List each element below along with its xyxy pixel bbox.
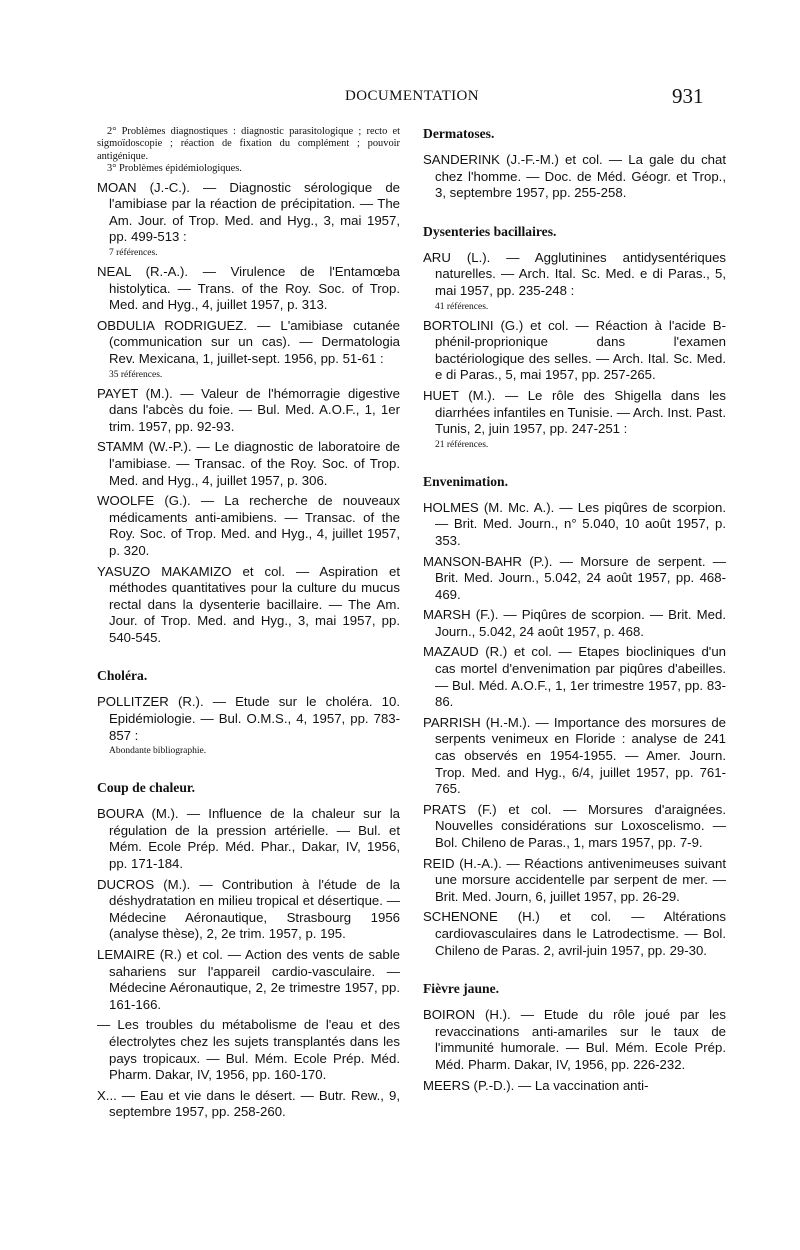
entry-text: WOOLFE (G.). — La recherche de nouveaux médicaments anti-amibiens. — Transac. of the Roy. Soc. of Trop. Med. and Hyg., 4, juillet 1957, p. 320. (97, 493, 400, 558)
entry-text: ARU (L.). — Agglutinines antidysentériques naturelles. — Arch. Ital. Sc. Med. e di Paras., 5, mai 1957, pp. 235-248 : (423, 249, 726, 298)
section-heading-cholera: Choléra. (97, 668, 148, 684)
section-heading-dermatoses: Dermatoses. (423, 126, 495, 141)
amibiase-list (97, 180, 400, 647)
entry-text: MAZAUD (R.) et col. — Etapes biocliniques d'un cas mortel d'envenimation par piqûres d'abeilles. — Bul. Méd. A.O.F., 1, 1er trimestre 1957, pp. 83-86. (423, 644, 726, 710)
bib-entry (97, 493, 400, 559)
bib-entry (423, 856, 726, 906)
left-column (97, 126, 400, 1125)
bib-entry (97, 439, 400, 489)
bib-entry (423, 715, 726, 798)
bib-entry (423, 500, 726, 550)
entry-text: BOURA (M.). — Influence de la chaleur sur la régulation de la pression artérielle. — Bul. et Mém. Ecole Prép. Méd. Phar., Dakar, IV, 1956, pp. 171-184. (97, 806, 400, 872)
entry-text: PRATS (F.) et col. — Morsures d'araignées. Nouvelles considérations sur Loxoscelismo. — Bol. Chileno de Paras., 1, mars 1957, pp. 7-9. (423, 801, 726, 850)
bib-entry (97, 180, 400, 260)
bib-entry (97, 1088, 400, 1121)
bib-entry (97, 564, 400, 647)
bib-entry (423, 554, 726, 604)
bib-entry (97, 806, 400, 872)
entry-text: STAMM (W.-P.). — Le diagnostic de laboratoire de l'amibiase. — Transac. of the Roy. Soc. of Trop. Med. and Hyg., 4, juillet 1957, p. 306. (97, 439, 400, 488)
page-number: 931 (672, 84, 704, 108)
bib-entry (97, 1017, 400, 1083)
bib-entry (97, 386, 400, 436)
bib-entry (423, 1078, 726, 1095)
entry-text: X... — Eau et vie dans le désert. — Butr. Rew., 9, septembre 1957, pp. 258-260. (97, 1087, 400, 1120)
entry-refs: 21 références. (435, 439, 489, 450)
entry-text: NEAL (R.-A.). — Virulence de l'Entamœba histolytica. — Trans. of the Roy. Soc. of Trop. Med. and Hyg., 4, juillet 1957, p. 313. (97, 264, 400, 313)
intro-note (97, 126, 400, 176)
entry-text: PARRISH (H.-M.). — Importance des morsures de serpents venimeux en Floride : analyse de 241 cas observés en 1954-1955. — Amer. Journ. Trop. Med. and Hyg., 6/4, juillet 1957, pp. 761-765. (423, 714, 726, 797)
intro-item-2: 2° Problèmes diagnostiques : diagnostic parasitologique ; recto et sigmoïdoscopie ; réaction de fixation du complément ; pouvoir antigénique. (97, 126, 400, 162)
section-heading-dysenteries: Dysenteries bacillaires. (423, 223, 557, 239)
bib-entry (97, 947, 400, 1013)
right-column (423, 126, 726, 1098)
section-heading-coup-de-chaleur: Coup de chaleur. (97, 780, 196, 796)
section-heading-fievre-jaune: Fièvre jaune. (423, 981, 500, 997)
bib-entry (423, 152, 726, 202)
entry-text: MANSON-BAHR (P.). — Morsure de serpent. — Brit. Med. Journ., 5.042, 24 août 1957, pp. 468-469. (423, 553, 726, 602)
entry-refs: 7 références. (109, 248, 158, 258)
bib-entry (423, 644, 726, 710)
entry-text: MEERS (P.-D.). — La vaccination anti- (423, 1077, 649, 1093)
entry-text: SANDERINK (J.-F.-M.) et col. — La gale du chat chez l'homme. — Doc. de Méd. Géogr. et Trop., 3, septembre 1957, pp. 255-258. (423, 152, 726, 201)
entry-text: BORTOLINI (G.) et col. — Réaction à l'acide B-phénil-proprionique dans l'examen bactériologique des selles. — Arch. Ital. Sc. Med. e di Paras., 5, mai 1957, pp. 257-265. (423, 317, 726, 383)
bib-entry (97, 694, 400, 758)
running-head: DOCUMENTATION (345, 88, 479, 104)
entry-text: PAYET (M.). — Valeur de l'hémorragie digestive dans l'abcès du foie. — Bul. Med. A.O.F., 1, 1er trim. 1957, pp. 92-93. (97, 385, 400, 434)
bib-entry (423, 607, 726, 640)
entry-refs: 41 références. (435, 301, 489, 312)
entry-refs: Abondante bibliographie. (109, 746, 207, 757)
bib-entry (423, 250, 726, 314)
entry-text: — Les troubles du métabolisme de l'eau et des électrolytes chez les sujets transplantés dans les pays tropicaux. — Bul. Mém. Ecole Prép. Méd. Pharm. Dakar, IV, 1956, pp. 160-170. (97, 1017, 400, 1083)
bib-entry (423, 1007, 726, 1073)
entry-text: HOLMES (M. Mc. A.). — Les piqûres de scorpion. — Brit. Med. Journ., n° 5.040, 10 août 1957, p. 353. (423, 499, 726, 548)
page-header (0, 84, 800, 110)
entry-text: YASUZO MAKAMIZO et col. — Aspiration et méthodes quantitatives pour la culture du mucus rectal dans la dysenterie bacillaire. — The Am. Jour. of Trop. Med. and Hyg., 3, mai 1957, pp. 540-545. (97, 563, 400, 645)
entry-text: DUCROS (M.). — Contribution à l'étude de la déshydratation en milieu tropical et désertique. — Médecine Aéronautique, Strasbourg 1956 (analyse thèse), 2, 2e trim. 1957, p. 195. (97, 876, 400, 942)
bib-entry (97, 318, 400, 382)
entry-text: REID (H.-A.). — Réactions antivenimeuses suivant une morsure accidentelle par serpent de mer. — Brit. Med. Journ, 6, juillet 1957, pp. 26-29. (423, 855, 726, 904)
bib-entry (423, 909, 726, 959)
bib-entry (97, 877, 400, 943)
entry-text: OBDULIA RODRIGUEZ. — L'amibiase cutanée (communication sur un cas). — Dermatologia Rev. Mexicana, 1, juillet-sept. 1956, pp. 51-61 : (97, 317, 400, 366)
entry-text: LEMAIRE (R.) et col. — Action des vents de sable sahariens sur l'appareil cardio-vasculaire. — Médecine Aéronautique, 2, 2e trimestre 1957, pp. 161-166. (97, 947, 400, 1012)
entry-text: SCHENONE (H.) et col. — Altérations cardiovasculaires dans le Latrodectisme. — Bol. Chileno de Paras. 2, avril-juin 1957, pp. 29-30. (423, 909, 726, 958)
intro-item-3: 3° Problèmes épidémiologiques. (107, 163, 242, 175)
section-heading-envenimation: Envenimation. (423, 473, 508, 489)
entry-text: HUET (M.). — Le rôle des Shigella dans les diarrhées infantiles en Tunisie. — Arch. Inst. Past. Tunis, 2, juin 1957, pp. 247-251 : (423, 387, 726, 437)
bib-entry (97, 264, 400, 314)
entry-text: MOAN (J.-C.). — Diagnostic sérologique de l'amibiase par la réaction de précipitation. — The Am. Jour. of Trop. Med. and Hyg., 3, mai 1957, pp. 499-513 : (97, 179, 400, 245)
bib-entry (423, 802, 726, 852)
entry-text: BOIRON (H.). — Etude du rôle joué par les revaccinations anti-amariles sur le taux de l'immunité humorale. — Bul. Mém. Ecole Prép. Méd. Pharm. Dakar, IV, 1956, pp. 226-232. (423, 1007, 726, 1072)
entry-text: MARSH (F.). — Piqûres de scorpion. — Brit. Med. Journ., 5.042, 24 août 1957, p. 468. (423, 607, 726, 639)
bib-entry (423, 388, 726, 452)
entry-refs: 35 références. (109, 369, 163, 380)
bib-entry (423, 318, 726, 384)
entry-text: POLLITZER (R.). — Etude sur le choléra. 10. Epidémiologie. — Bul. O.M.S., 4, 1957, pp. 783-857 : (97, 694, 400, 743)
